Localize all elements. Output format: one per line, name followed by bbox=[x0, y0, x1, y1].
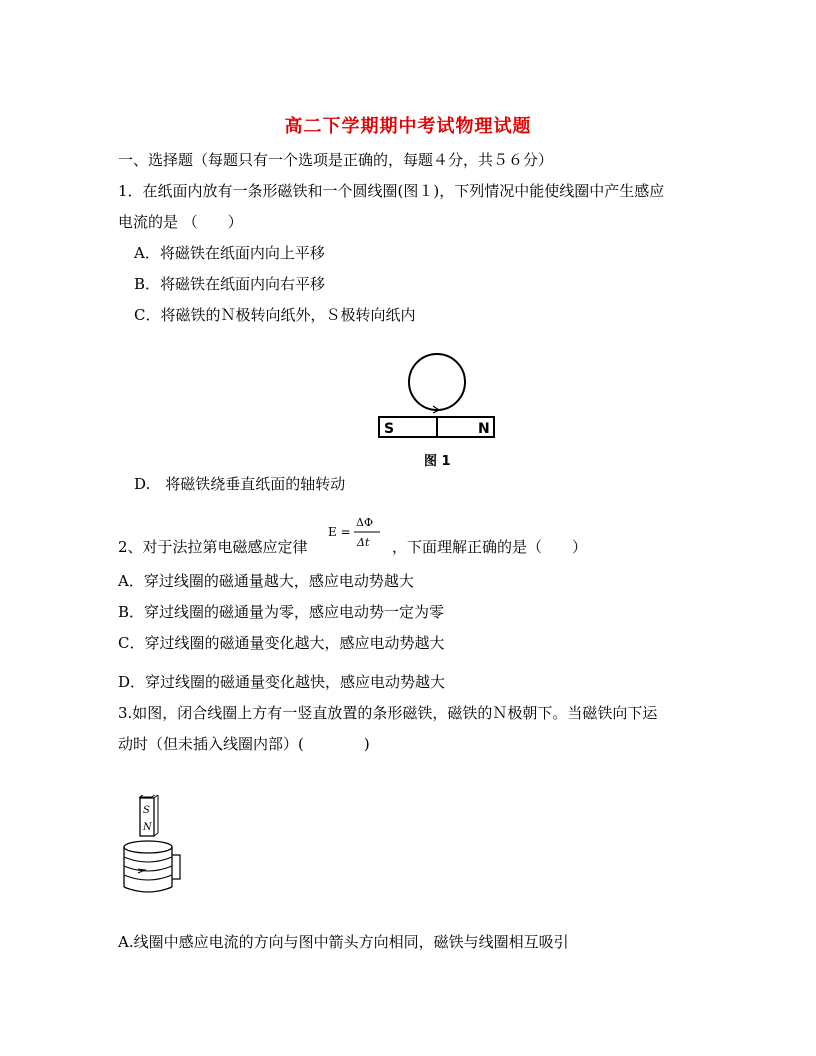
q2-stem-prefix: 2、对于法拉第电磁感应定律 bbox=[118, 538, 308, 556]
magnet-label-n: N bbox=[478, 421, 490, 437]
faraday-formula bbox=[326, 512, 388, 552]
q1-stem-line1: 1．在纸面内放有一条形磁铁和一个圆线圈(图１)，下列情况中能使线圈中产生感应 bbox=[118, 182, 665, 200]
magnet-label-n3: N bbox=[143, 822, 152, 833]
page-title: 高二下学期期中考试物理试题 bbox=[284, 116, 532, 137]
q1-option-b: B．将磁铁在纸面内向右平移 bbox=[134, 275, 326, 293]
magnet-label-s: S bbox=[384, 421, 395, 437]
q3-stem-line1: 3.如图，闭合线圈上方有一竖直放置的条形磁铁，磁铁的Ｎ极朝下。当磁铁向下运 bbox=[118, 704, 658, 722]
coil-circle bbox=[409, 354, 465, 410]
section-header: 一、选择题（每题只有一个选项是正确的，每题４分，共５６分） bbox=[118, 151, 554, 169]
figure-1-caption: 图 1 bbox=[424, 454, 451, 469]
formula-numerator: ΔΦ bbox=[356, 516, 373, 529]
q2-option-c: C．穿过线圈的磁通量变化越大，感应电动势越大 bbox=[118, 634, 445, 652]
q2-option-b: B．穿过线圈的磁通量为零，感应电动势一定为零 bbox=[118, 603, 445, 621]
magnet-label-s3: S bbox=[143, 805, 150, 816]
q2-stem-suffix: ，下面理解正确的是（ ） bbox=[392, 538, 588, 556]
q1-stem-line2: 电流的是 （ ） bbox=[118, 213, 243, 231]
q2-option-a: A．穿过线圈的磁通量越大，感应电动势越大 bbox=[118, 572, 414, 590]
formula-lhs: E = bbox=[328, 525, 351, 539]
q1-option-a: A．将磁铁在纸面内向上平移 bbox=[134, 244, 325, 262]
q1-option-c: C．将磁铁的Ｎ极转向纸外，Ｓ极转向纸内 bbox=[134, 306, 416, 324]
q3-stem-line2: 动时（但未插入线圈内部）( ) bbox=[118, 735, 370, 753]
formula-denominator: Δt bbox=[357, 536, 370, 549]
q3-option-a: A.线圈中感应电流的方向与图中箭头方向相同，磁铁与线圈相互吸引 bbox=[118, 933, 569, 951]
q1-option-d: D. 将磁铁绕垂直纸面的轴转动 bbox=[134, 475, 346, 493]
figure-3-magnet-coil bbox=[118, 795, 193, 895]
q2-option-d: D．穿过线圈的磁通量变化越快，感应电动势越大 bbox=[118, 673, 446, 691]
